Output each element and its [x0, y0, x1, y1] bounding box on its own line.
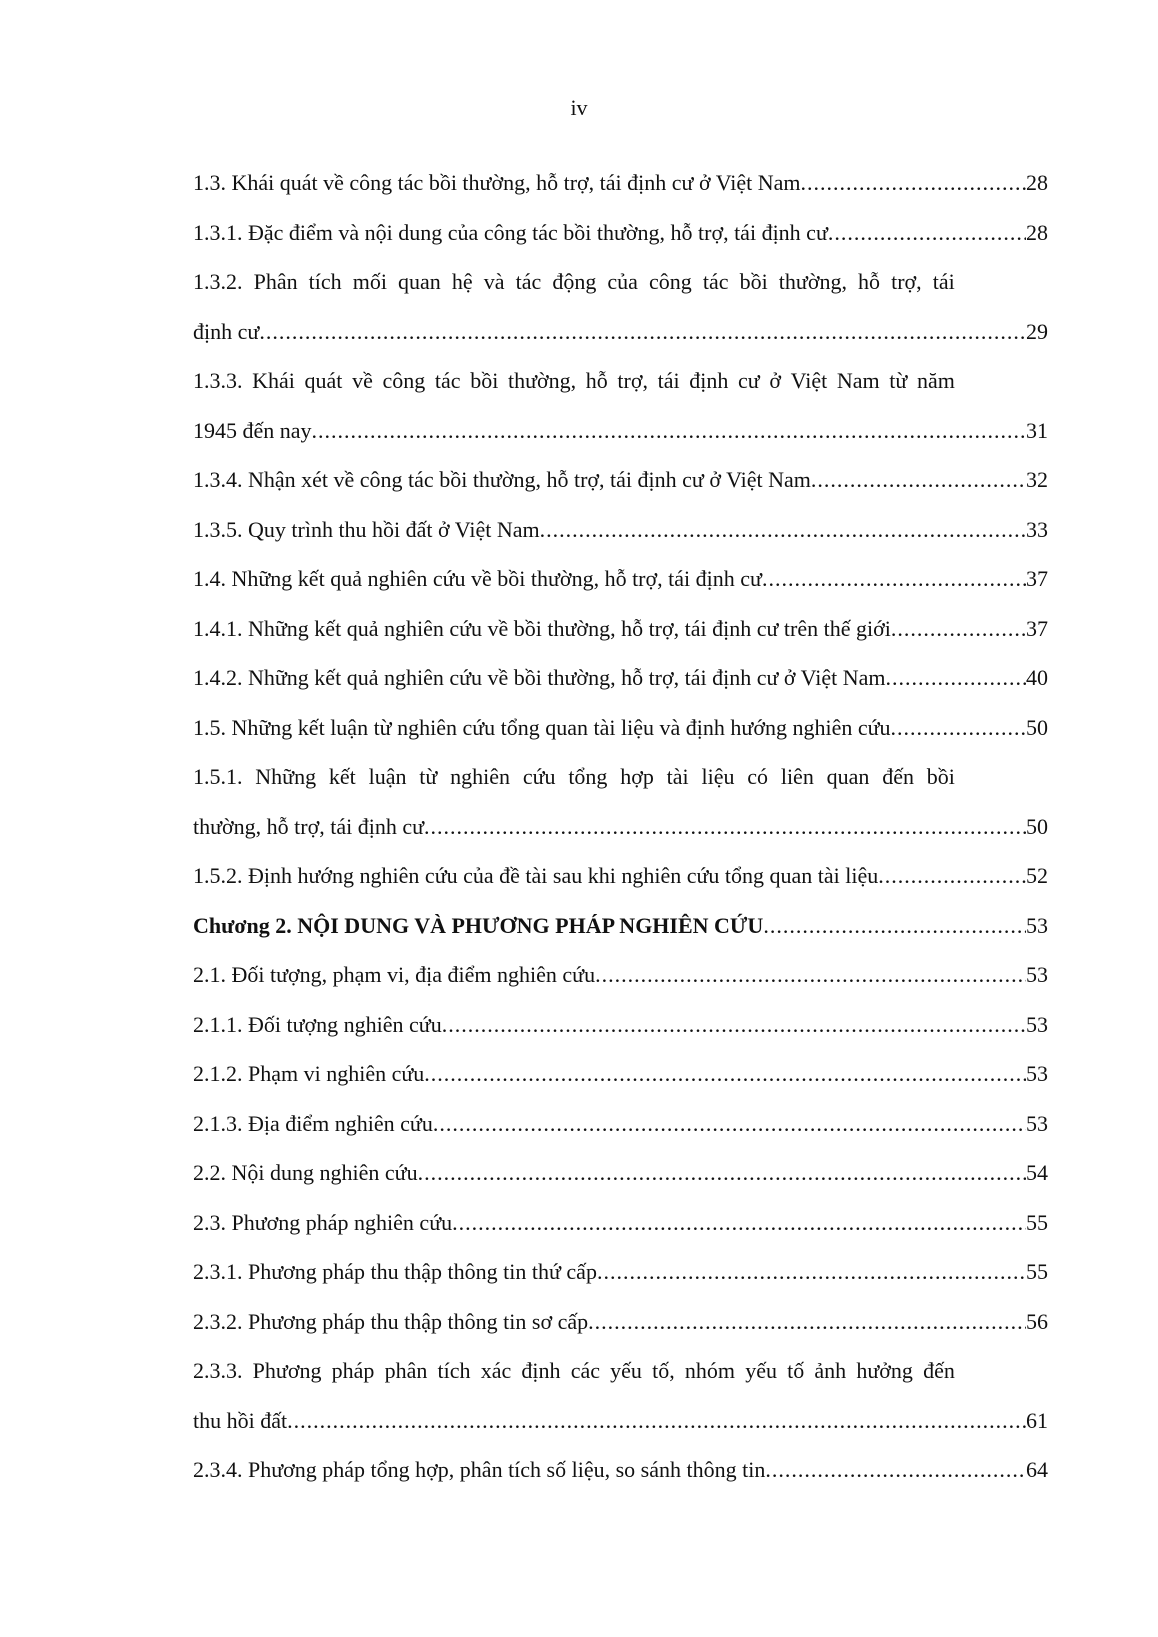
toc-page-number: 53 [1026, 1011, 1048, 1037]
dot-leader [424, 802, 1026, 852]
toc-entry-title: thường, hỗ trợ, tái định cư [193, 813, 425, 839]
toc-word: hợp [620, 764, 654, 789]
toc-entry-title: 1.3.4. Nhận xét về công tác bồi thường, hỗ trợ, tái định cư ở Việt Nam [193, 467, 811, 492]
dot-leader [312, 406, 1026, 456]
toc-page-number: 50 [1026, 813, 1048, 839]
toc-word: và [483, 269, 505, 294]
toc-entry-title: 2.3.1. Phương pháp thu thập thông tin thứ cấp [193, 1259, 597, 1284]
toc-word: tác [434, 368, 461, 393]
toc-row [193, 307, 1048, 357]
toc-word: của [607, 269, 638, 294]
toc-row [193, 1445, 1048, 1495]
toc-page-number: 28 [1026, 219, 1048, 245]
toc-word: các [570, 1358, 600, 1383]
toc-word: Phương [252, 1358, 322, 1383]
toc-word: nhóm [684, 1358, 736, 1383]
toc-word: quan [398, 269, 441, 294]
toc-word: về [352, 368, 373, 393]
toc-word: 1.3.2. [193, 269, 243, 294]
toc-entry-first-line [193, 1346, 955, 1396]
toc-word: luận [368, 764, 407, 789]
toc-entry-title: 2.1.1. Đối tượng nghiên cứu [193, 1011, 442, 1037]
toc-row [193, 505, 1048, 555]
toc-word: thường, [778, 269, 847, 294]
toc-word: hệ [451, 269, 473, 294]
toc-entry-title: 2.3. Phương pháp nghiên cứu [193, 1209, 453, 1235]
toc-row [193, 1099, 1048, 1149]
dot-leader [424, 1049, 1026, 1099]
toc-entry-title: 1.5. Những kết luận từ nghiên cứu tổng quan tài liệu và định hướng nghiên cứu [193, 714, 891, 740]
toc-word: Phân [253, 269, 298, 294]
toc-entry[interactable] [193, 554, 1048, 604]
toc-entry-title: 1.3. Khái quát về công tác bồi thường, hỗ trợ, tái định cư ở Việt Nam [193, 170, 801, 195]
toc-page-number: 54 [1026, 1160, 1048, 1185]
toc-word: thường, [507, 368, 577, 393]
toc-word: có [747, 764, 769, 789]
toc-entry-title: 2.3.2. Phương pháp thu thập thông tin sơ cấp [193, 1308, 589, 1334]
toc-word: 1.5.1. [193, 764, 243, 789]
toc-page-number: 56 [1026, 1308, 1048, 1334]
toc-entry[interactable] [193, 950, 1048, 1000]
dot-leader [765, 1445, 1026, 1495]
toc-row [193, 1396, 1048, 1446]
toc-entry[interactable] [193, 356, 1048, 455]
toc-entry[interactable] [193, 901, 1048, 951]
toc-word: tái [932, 269, 955, 294]
toc-page-number: 64 [1026, 1457, 1048, 1482]
page-number: iv [570, 95, 588, 120]
toc-page-number: 55 [1026, 1209, 1048, 1235]
toc-page-number: 53 [1026, 1110, 1048, 1136]
toc-entry[interactable] [193, 653, 1048, 703]
toc-word: công [382, 368, 426, 393]
toc-word: tố, [652, 1358, 675, 1383]
toc-entry-title: thu hồi đất [193, 1407, 288, 1433]
toc-entry-title: 2.1. Đối tượng, phạm vi, địa điểm nghiên cứu [193, 962, 596, 987]
toc-entry-first-line [193, 257, 955, 307]
toc-entry[interactable] [193, 257, 1048, 356]
toc-row [193, 950, 1048, 1000]
toc-word: 2.3.3. [193, 1358, 243, 1383]
toc-word: tích [308, 269, 342, 294]
toc-word: quát [304, 368, 343, 393]
dot-leader [259, 307, 1026, 357]
toc-row [193, 455, 1048, 505]
toc-entry[interactable] [193, 1346, 1048, 1445]
toc-page-number: 40 [1026, 665, 1048, 690]
toc-word: Nam [836, 368, 880, 393]
dot-leader [540, 505, 1026, 555]
toc-word: pháp [331, 1358, 375, 1383]
toc-word: động [552, 269, 597, 294]
toc-word: Việt [790, 368, 828, 393]
toc-page-number: 29 [1026, 318, 1048, 344]
toc-entry[interactable] [193, 208, 1048, 258]
toc-row [193, 604, 1048, 654]
toc-word: ảnh [814, 1358, 847, 1383]
toc-entry[interactable] [193, 1297, 1048, 1347]
dot-leader [452, 1198, 1026, 1248]
toc-word: năm [916, 368, 955, 393]
toc-entry-title: 2.1.2. Phạm vi nghiên cứu [193, 1061, 425, 1086]
toc-page-number: 53 [1026, 1061, 1048, 1086]
toc-word: đến [923, 1358, 955, 1383]
dot-leader [878, 851, 1026, 901]
table-of-contents [193, 158, 1048, 1495]
toc-entry[interactable] [193, 1247, 1048, 1297]
toc-page-number: 32 [1026, 467, 1048, 492]
chapter-number: Chương 2 [193, 912, 287, 938]
chapter-title: . NỘI DUNG VÀ PHƯƠNG PHÁP NGHIÊN CỨU [286, 912, 764, 938]
toc-entry-title: 1.4.1. Những kết quả nghiên cứu về bồi thường, hỗ trợ, tái định cư trên thế giới [193, 615, 891, 641]
dot-leader [891, 604, 1026, 654]
toc-entry-first-line [193, 356, 955, 406]
toc-entry[interactable] [193, 1445, 1048, 1495]
toc-entry-title: 1.4. Những kết quả nghiên cứu về bồi thường, hỗ trợ, tái định cư [193, 566, 762, 591]
toc-page-number: 28 [1026, 170, 1048, 195]
toc-word: hỗ [858, 269, 881, 294]
toc-entry[interactable] [193, 1000, 1048, 1050]
toc-page-number: 50 [1026, 714, 1048, 740]
dot-leader [597, 1247, 1026, 1297]
toc-entry[interactable] [193, 158, 1048, 208]
toc-word: liệu [701, 764, 735, 789]
toc-word: đến [882, 764, 914, 789]
toc-word: tác [515, 269, 542, 294]
toc-page-number: 37 [1026, 566, 1048, 591]
toc-word: tích [437, 1358, 471, 1383]
toc-word: bồi [739, 269, 768, 294]
toc-word: quan [826, 764, 870, 789]
toc-word: nghiên [450, 764, 511, 789]
toc-row [193, 901, 1048, 951]
toc-entry-title: 1.4.2. Những kết quả nghiên cứu về bồi thường, hỗ trợ, tái định cư ở Việt Nam [193, 665, 886, 690]
toc-entry-title: 1945 đến nay [193, 417, 312, 443]
toc-word: 1.3.3. [193, 368, 243, 393]
toc-word: tác [702, 269, 729, 294]
toc-entry[interactable] [193, 1099, 1048, 1149]
toc-entry[interactable] [193, 455, 1048, 505]
toc-word: tài [666, 764, 689, 789]
toc-word: tổng [568, 764, 608, 789]
toc-word: cứu [522, 764, 556, 789]
toc-word: liên [780, 764, 814, 789]
toc-row [193, 851, 1048, 901]
toc-entry-title: định cư [193, 318, 260, 344]
toc-row [193, 554, 1048, 604]
toc-row [193, 1247, 1048, 1297]
toc-row [193, 1198, 1048, 1248]
toc-page-number: 53 [1026, 962, 1048, 987]
toc-page-number: 37 [1026, 615, 1048, 641]
toc-page-number: 31 [1026, 417, 1048, 443]
toc-word: công [649, 269, 692, 294]
toc-entry-title: 1.3.5. Quy trình thu hồi đất ở Việt Nam [193, 516, 540, 542]
toc-word: định [689, 368, 729, 393]
toc-entry-title: 1.5.2. Định hướng nghiên cứu của đề tài sau khi nghiên cứu tổng quan tài liệu [193, 863, 879, 888]
toc-word: yếu [745, 1358, 777, 1383]
toc-word: hưởng [856, 1358, 913, 1383]
toc-page-number: 52 [1026, 863, 1048, 888]
toc-row [193, 1049, 1048, 1099]
toc-row [193, 653, 1048, 703]
toc-page-number: 55 [1026, 1259, 1048, 1284]
dot-leader [588, 1297, 1026, 1347]
toc-row [193, 703, 1048, 753]
toc-word: kết [328, 764, 356, 789]
toc-word: Khái [252, 368, 295, 393]
dot-leader [801, 158, 1026, 208]
dot-leader [433, 1099, 1026, 1149]
dot-leader [828, 208, 1026, 258]
toc-word: tố [787, 1358, 805, 1383]
dot-leader [811, 455, 1026, 505]
dot-leader [287, 1396, 1026, 1446]
toc-entry-title [193, 901, 763, 951]
toc-row [193, 406, 1048, 456]
toc-page-number: 53 [1026, 912, 1048, 938]
toc-row [193, 208, 1048, 258]
toc-word: từ [419, 764, 438, 789]
toc-entry-title: 2.2. Nội dung nghiên cứu [193, 1160, 418, 1185]
toc-word: bồi [470, 368, 499, 393]
toc-entry[interactable] [193, 1198, 1048, 1248]
toc-entry[interactable] [193, 1148, 1048, 1198]
toc-entry-title: 1.3.1. Đặc điểm và nội dung của công tác bồi thường, hỗ trợ, tái định cư [193, 219, 828, 245]
toc-word: định [521, 1358, 561, 1383]
toc-page-number: 33 [1026, 516, 1048, 542]
toc-row [193, 1148, 1048, 1198]
toc-entry-title: 2.1.3. Địa điểm nghiên cứu [193, 1110, 433, 1136]
dot-leader [442, 1000, 1026, 1050]
toc-word: mối [352, 269, 387, 294]
toc-entry[interactable] [193, 1049, 1048, 1099]
toc-row [193, 802, 1048, 852]
toc-row [193, 1297, 1048, 1347]
toc-entry[interactable] [193, 752, 1048, 851]
dot-leader [891, 703, 1026, 753]
dot-leader [595, 950, 1026, 1000]
toc-word: Những [255, 764, 317, 789]
toc-word: bồi [926, 764, 955, 789]
dot-leader [762, 554, 1026, 604]
toc-word: xác [480, 1358, 512, 1383]
toc-word: hỗ [585, 368, 608, 393]
toc-entry[interactable] [193, 703, 1048, 753]
toc-word: phân [384, 1358, 428, 1383]
dot-leader [885, 653, 1026, 703]
toc-row [193, 1000, 1048, 1050]
toc-word: tái [657, 368, 680, 393]
toc-word: từ [889, 368, 908, 393]
toc-word: cư [738, 368, 760, 393]
toc-row [193, 158, 1048, 208]
toc-word: ở [769, 368, 782, 393]
toc-entry[interactable] [193, 851, 1048, 901]
toc-word: trợ, [891, 269, 922, 294]
toc-page-number: 61 [1026, 1407, 1048, 1433]
toc-word: trợ, [617, 368, 648, 393]
toc-entry[interactable] [193, 604, 1048, 654]
toc-entry[interactable] [193, 505, 1048, 555]
toc-entry-first-line [193, 752, 955, 802]
dot-leader [418, 1148, 1026, 1198]
toc-entry-title: 2.3.4. Phương pháp tổng hợp, phân tích số liệu, so sánh thông tin [193, 1457, 766, 1482]
toc-word: yếu [610, 1358, 642, 1383]
dot-leader [763, 901, 1026, 951]
